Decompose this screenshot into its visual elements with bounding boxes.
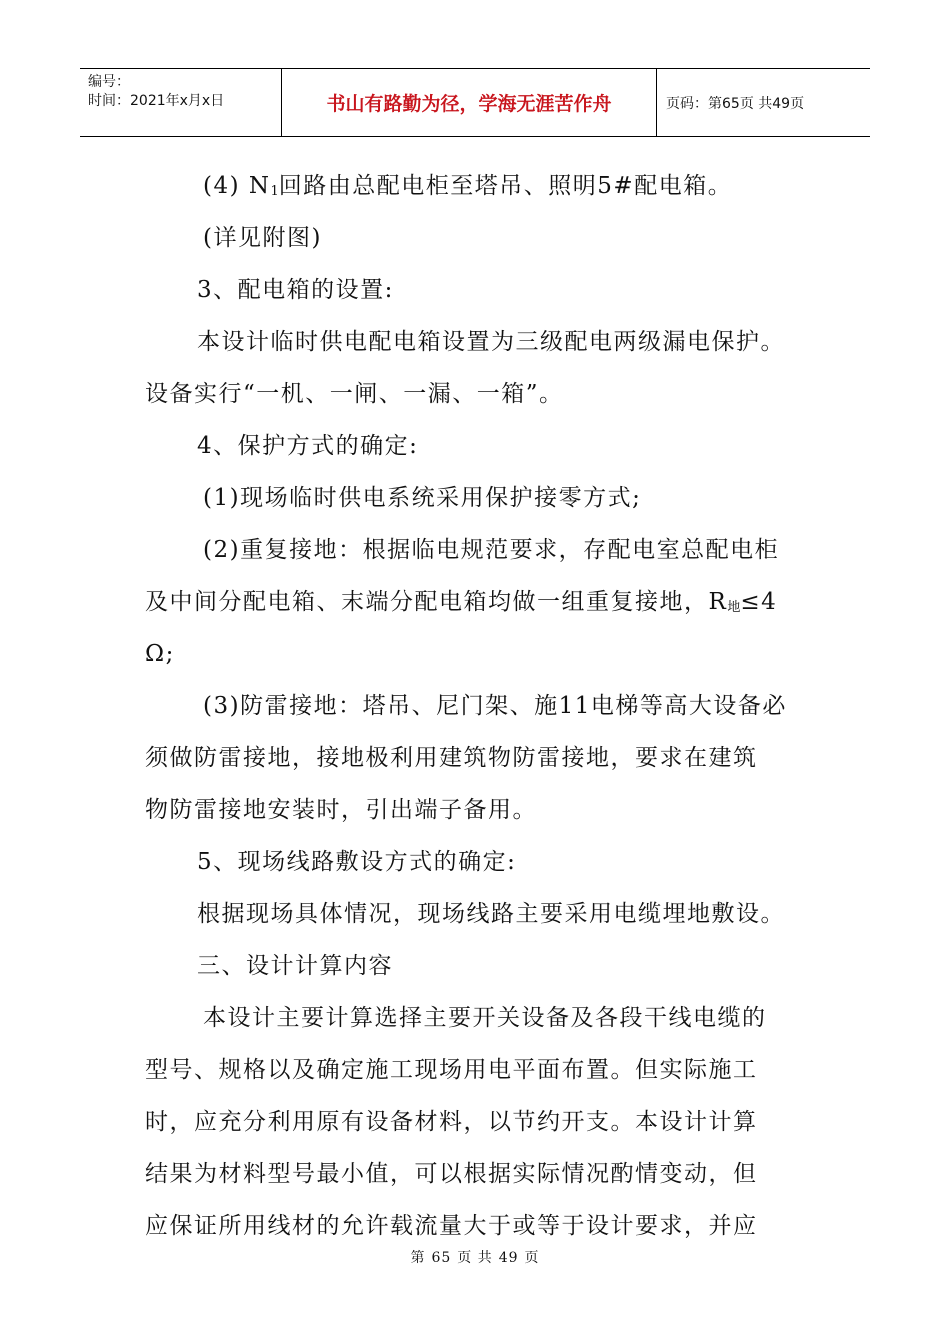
page-footer [0,1247,950,1267]
header-motto: 书山有路勤为径，学海无涯苦作舟 [282,69,657,136]
page-header [80,68,870,137]
paragraph-line: (2)重复接地：根据临电规范要求，存配电室总配电柜 [203,537,780,563]
paragraph-line: 型号、规格以及确定施工现场用电平面布置。但实际施工 [145,1057,758,1083]
paragraph-line: 根据现场具体情况，现场线路主要采用电缆埋地敷设。 [197,901,785,927]
footer-mid: 页 共 [457,1250,493,1266]
time-label: 时间：2021年x月x日 [88,93,225,109]
footer-prefix: 第 [410,1250,426,1266]
section-heading: 4、保护方式的确定: [197,433,419,459]
code-label: 编号： [88,74,130,90]
paragraph-line: 须做防雷接地，接地极利用建筑物防雷接地，要求在建筑 [145,745,758,771]
subscript: 地 [727,600,741,615]
header-meta [80,69,282,136]
paragraph-line: (4) $N_1$回路由总配电柜至塔吊、照明5#配电箱。 [203,173,733,199]
paragraph-line: 时，应充分利用原有设备材料，以节约开支。本设计计算 [145,1109,758,1135]
paragraph-line: 应保证所用线材的允许载流量大于或等于设计要求，并应 [145,1213,758,1239]
footer-current-page: 65 [431,1250,452,1266]
document-body [145,160,810,1252]
subscript: 1 [270,184,279,199]
paragraph-line: (1)现场临时供电系统采用保护接零方式; [203,485,642,511]
paragraph-line: 本设计主要计算选择主要开关设备及各段干线电缆的 [203,1005,767,1031]
section-heading: 三、设计计算内容 [197,953,393,979]
footer-total-pages: 49 [498,1250,519,1266]
paragraph-line: 本设计临时供电配电箱设置为三级配电两级漏电保护。 [197,329,785,355]
paragraph-line: (3)防雷接地：塔吊、尼门架、施11电梯等高大设备必 [203,693,787,719]
section-heading: 5、现场线路敷设方式的确定: [197,849,517,875]
footer-suffix: 页 [524,1250,540,1266]
header-page-info: 页码：第65页 共49页 [666,95,805,112]
paragraph-line: 物防雷接地安装时，引出端子备用。 [145,797,537,823]
paragraph-line: (详见附图) [203,225,322,251]
paragraph-line: 结果为材料型号最小值，可以根据实际情况酌情变动，但 [145,1161,758,1187]
paragraph-line: 设备实行“一机、一闸、一漏、一箱”。 [145,381,564,407]
paragraph-line: 及中间分配电箱、末端分配电箱均做一组重复接地，$R_地\le 4$ [145,589,778,615]
paragraph-line: Ω; [145,641,175,667]
section-heading: 3、配电箱的设置: [197,277,394,303]
